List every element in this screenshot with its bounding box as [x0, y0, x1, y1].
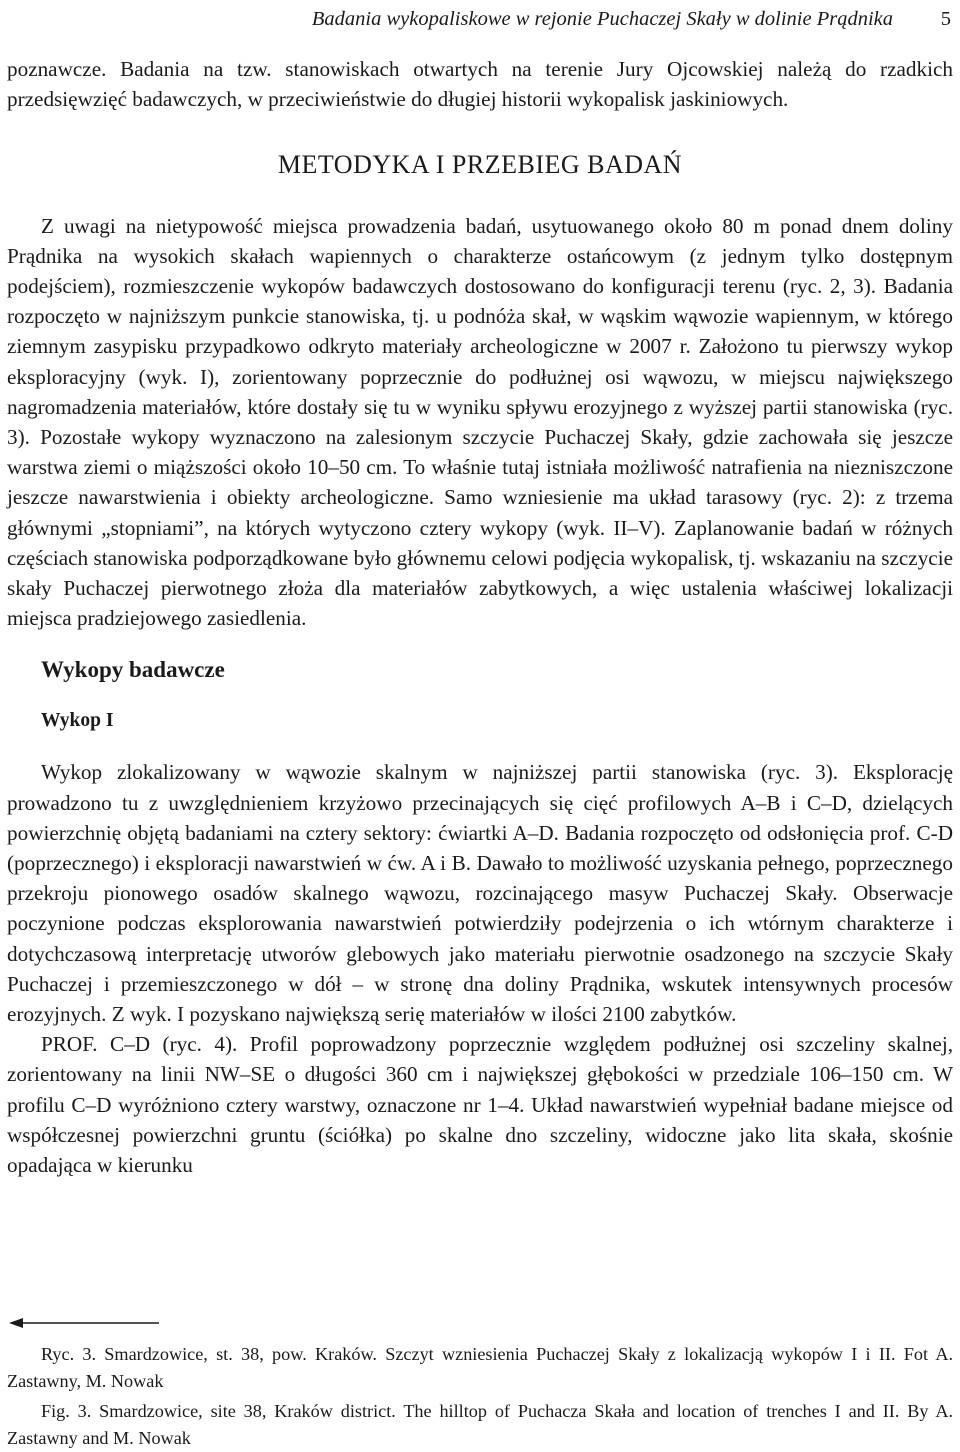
trench-paragraph-2: PROF. C–D (ryc. 4). Profil poprowadzony poprzecznie względem podłużnej osi szczeliny skalnej, zorientowany na linii NW–SE o długości 360 cm i największej głębokości w przedziale 106–150 cm. W profilu C–D wyróżniono cztery warstwy, oznaczone nr 1–4. Układ nawarstwień wypełniał badane miejsce od współczesnej powierzchni gruntu (ściółka) po skalne dno szczeliny, widoczne jako lita skała, skośnie opadająca w kierunku: [7, 1032, 953, 1178]
heading-trenches: Wykopy badawcze: [41, 657, 225, 683]
running-head: [7, 4, 953, 34]
figure-caption-pl: Ryc. 3. Smardzowice, st. 38, pow. Kraków. Szczyt wzniesienia Puchaczej Skały z lokalizacją wykopów I i II. Fot A. Zastawny, M. Nowak: [7, 1344, 953, 1391]
running-head-title: Badania wykopaliskowe w rejonie Puchaczej Skały w dolinie Prądnika: [311, 8, 893, 30]
trench-paragraph-1: Wykop zlokalizowany w wąwozie skalnym w najniższej partii stanowiska (ryc. 3). Eksplorację prowadzono tu z uwzględnieniem krzyżowo przecinających się cięć profilowych A–B i C–D, dzielących powierzchnię objętą badaniami na cztery sektory: ćwiartki A–D. Badania rozpoczęto od odsłonięcia prof. C-D (poprzecznego) i eksploracji nawarstwień w ćw. A i B. Dawało to możliwość uzyskania pełnego, poprzecznego przekroju pionowego osadów skalnego wąwozu, rozcinającego masyw Puchaczej Skały. Obserwacje poczynione podczas eksplorowania nawarstwień potwierdziły podejrzenia o ich wtórnym charakterze i dotychczasową interpretację utworów glebowych jako materiału pierwotnie osadzonego na szczycie Skały Puchaczej i przemieszczonego w dół – w stronę dna doliny Prądnika, wskutek intensywnych procesów erozyjnych. Z wyk. I pozyskano największą serię materiałów w ilości 2100 zabytków.: [7, 760, 953, 1027]
intro-paragraph: poznawcze. Badania na tzw. stanowiskach otwartych na terenie Jury Ojcowskiej należą do rzadkich przedsięwzięć badawczych, w przeciwieństwie do długiej historii wykopalisk jaskiniowych.: [7, 57, 953, 112]
figure-pointer-arrow-icon: [9, 1317, 159, 1329]
method-paragraph: Z uwagi na nietypowość miejsca prowadzenia badań, usytuowanego około 80 m ponad dnem doliny Prądnika na wysokich skałach wapiennych o charakterze ostańcowym (z jednym tylko dostępnym podejściem), rozmieszczenie wykopów badawczych dostosowano do konfiguracji terenu (ryc. 2, 3). Badania rozpoczęto w najniższym punkcie stanowiska, tj. u podnóża skał, w wąskim wąwozie wapiennym, w którego ziemnym zasypisku przypadkowo odkryto materiały archeologiczne w 2007 r. Założono tu pierwszy wykop eksploracyjny (wyk. I), zorientowany poprzecznie do podłużnej osi wąwozu, w miejscu największego nagromadzenia materiałów, które dostały się tu w wyniku spływu erozyjnego z wyższej partii stanowiska (ryc. 3). Pozostałe wykopy wyznaczono na zalesionym szczycie Puchaczej Skały, gdzie zachowała się jeszcze warstwa ziemi o miąższości około 10–50 cm. To właśnie tutaj istniała możliwość natrafienia na niezniszczone jeszcze nawarstwienia i obiekty archeologiczne. Samo wzniesienie ma układ tarasowy (ryc. 2): z trzema głównymi „stopniami”, na których wytyczono cztery wykopy (wyk. II–V). Zaplanowanie badań w różnych częściach stanowiska podporządkowane było głównemu celowi podjęcia wykopalisk, tj. wskazaniu na szczycie skały Puchaczej pierwotnego złoża dla materiałów zabytkowych, a więc ustalenia właściwej lokalizacji miejsca pradziejowego zasiedlenia.: [7, 213, 953, 631]
figure-caption-en: Fig. 3. Smardzowice, site 38, Kraków district. The hilltop of Puchacza Skała and location of trenches I and II. By A. Zastawny and M. Nowak: [7, 1401, 953, 1448]
article-body: [7, 54, 953, 1180]
page-number: 5: [940, 8, 951, 30]
section-title: METODYKA I PRZEBIEG BADAŃ: [277, 150, 683, 180]
heading-trench-i: Wykop I: [41, 710, 114, 732]
